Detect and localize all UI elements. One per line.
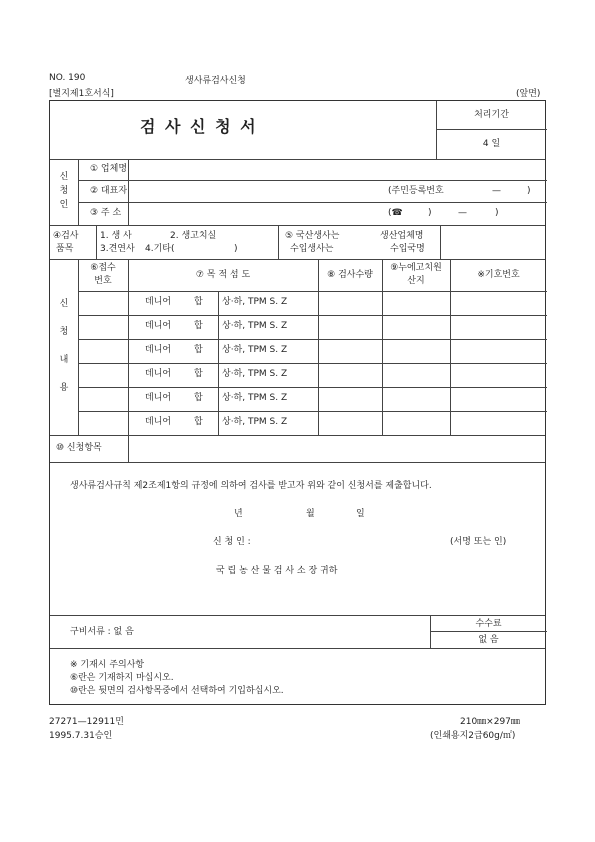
processing-value: 4 일 [482,139,501,149]
row-sum: 합 [194,345,203,355]
phone-close: ) [495,208,499,218]
resident-no-close: ) [527,186,531,196]
row-grade: 상·하, TPM S. Z [222,345,288,355]
addressee: 국 립 농 산 물 검 사 소 장 귀하 [216,566,338,576]
note-line-2: ⑩란은 뒷면의 검사항목중에서 선택하여 기입하십시오. [70,686,284,696]
footer-paper: (인쇄용지2급60g/㎡) [430,731,516,741]
side-label: (앞면) [516,89,541,99]
fee-value: 없 음 [478,635,499,645]
form-title: 검 사 신 청 서 [140,117,258,136]
col-receipt-header-2: 번호 [94,276,112,286]
row-grade: 상·하, TPM S. Z [222,297,288,307]
col-qty-header: ⑧ 검사수량 [327,270,373,280]
row-sum: 합 [194,321,203,331]
domestic-label: ⑤ 국산생사는 [285,231,340,241]
request-items-label: ⑩ 신청항목 [56,443,102,453]
representative-label: ② 대표자 [90,186,128,196]
row-grade: 상·하, TPM S. Z [222,393,288,403]
row-denier: 데니어 [145,393,172,403]
item-option-3: 3.견연사 [100,244,135,254]
address-label: ③ 주 소 [90,208,122,218]
row-denier: 데니어 [145,417,172,427]
form-number: NO. 190 [49,73,86,83]
item-option-4-close: ) [234,244,238,254]
item-label-line2: 품목 [56,244,74,254]
col-origin-header-2: 산지 [407,276,425,286]
form-category: 생사류검사신청 [185,76,246,86]
notes-title: ※ 기재시 주의사항 [70,660,145,670]
item-option-2: 2. 생고치실 [170,231,217,241]
documents-label: 구비서류 : 없 음 [70,627,134,637]
attachment-label: [별지제1호서식] [49,89,114,99]
row-grade: 상·하, TPM S. Z [222,321,288,331]
row-sum: 합 [194,369,203,379]
item-option-4: 4.기타( [145,244,175,254]
row-denier: 데니어 [145,297,172,307]
content-section-label-4: 용 [59,383,69,393]
fee-label: 수수료 [475,619,502,629]
content-section-label-3: 내 [59,355,69,365]
application-form [49,100,546,705]
resident-no-label: (주민등록번호 [388,186,444,196]
declaration-text: 생사류검사규칙 제2조제1항의 규정에 의하여 검사를 받고자 위와 같이 신청서를 제출합니다. [70,481,432,491]
content-section-label-2: 청 [59,327,69,337]
footer-code: 27271—12911민 [49,717,124,727]
row-denier: 데니어 [145,321,172,331]
row-denier: 데니어 [145,345,172,355]
row-denier: 데니어 [145,369,172,379]
business-name-label: ① 업체명 [90,164,128,174]
date-day: 일 [356,509,365,519]
applicant-section-label-2: 청 [59,186,69,196]
col-receipt-header-1: ⑥접수 [90,263,116,273]
row-grade: 상·하, TPM S. Z [222,417,288,427]
row-sum: 합 [194,417,203,427]
item-option-1: 1. 생 사 [100,231,132,241]
footer-approval: 1995.7.31승인 [49,731,113,741]
item-label-line1: ④검사 [53,231,79,241]
col-symbol-header: ※기호번호 [477,270,520,280]
import-label: 수입생사는 [290,244,334,254]
domestic-value: 생산업체명 [380,231,424,241]
processing-label: 처리기간 [474,110,509,120]
applicant-signature-label: 신 청 인 : [213,537,251,547]
resident-no-separator: — [492,186,501,196]
row-sum: 합 [194,297,203,307]
signature-note: (서명 또는 인) [450,537,507,547]
content-section-label-1: 신 [59,299,69,309]
phone-area-close: ) [428,208,432,218]
phone-separator: — [458,208,467,218]
date-year: 년 [234,509,243,519]
row-sum: 합 [194,393,203,403]
applicant-section-label-3: 인 [59,200,69,210]
import-value: 수입국명 [390,244,425,254]
applicant-section-label-1: 신 [59,172,69,182]
note-line-1: ⑥란은 기재하지 마십시오. [70,673,174,683]
date-month: 월 [306,509,315,519]
row-grade: 상·하, TPM S. Z [222,369,288,379]
col-purpose-header: ⑦ 목 적 섬 도 [195,270,251,280]
col-origin-header-1: ⑨누에고치원 [390,263,442,273]
phone-label: (☎ [388,208,403,218]
footer-size: 210㎜×297㎜ [460,717,520,727]
